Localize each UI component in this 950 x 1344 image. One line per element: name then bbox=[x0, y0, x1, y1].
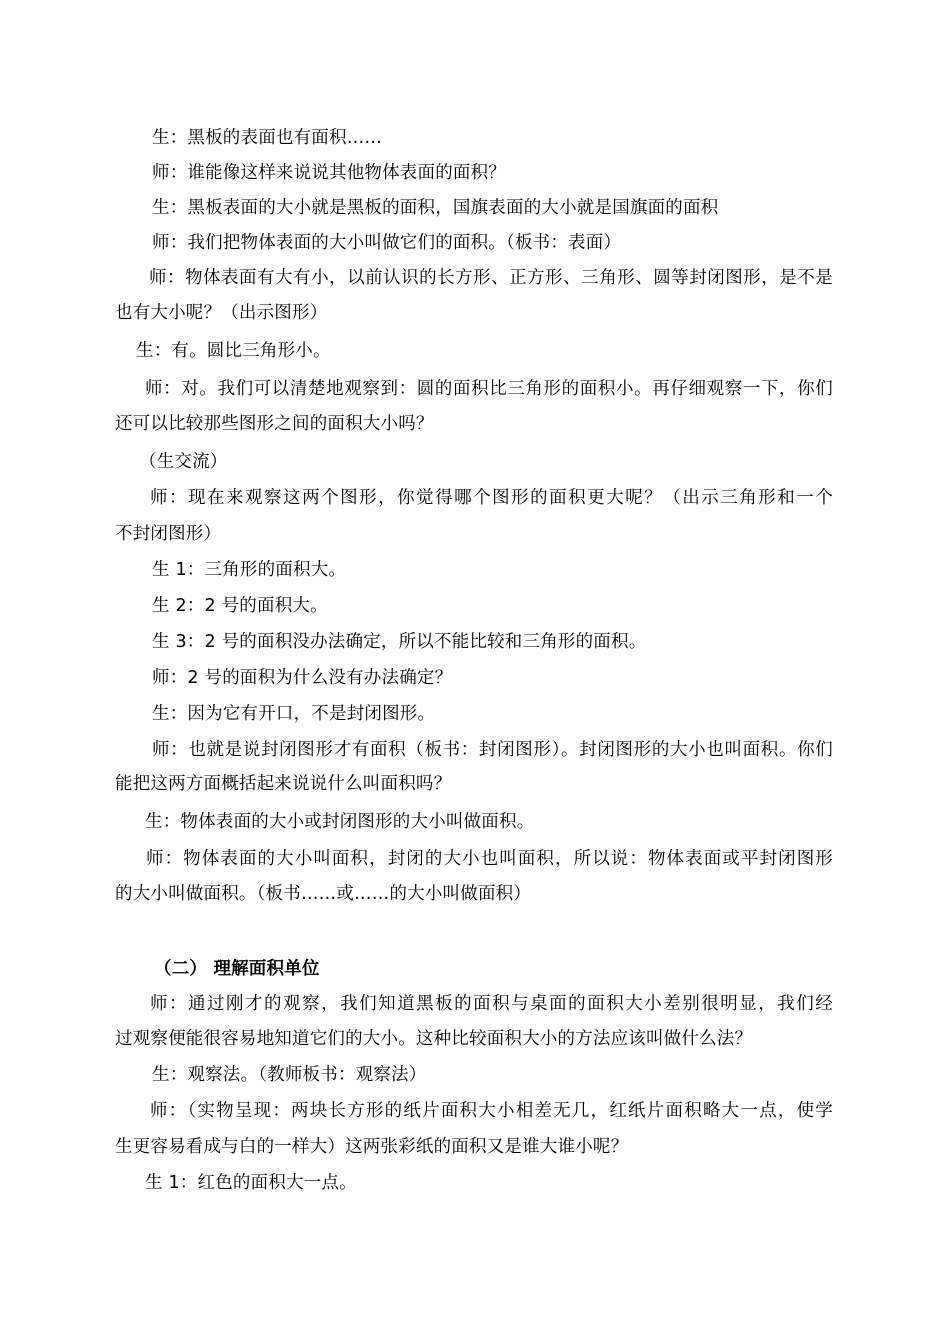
line-23: 师：通过刚才的观察，我们知道黑板的面积与桌面的面积大小差别很明显，我们经 bbox=[150, 994, 833, 1014]
line-10: （生交流） bbox=[139, 452, 228, 472]
line-13: 生 1：三角形的面积大。 bbox=[152, 560, 347, 580]
section-heading: （二） 理解面积单位 bbox=[154, 959, 320, 979]
line-26: 师：（实物呈现：两块长方形的纸片面积大小相差无几，红纸片面积略大一点，使学 bbox=[150, 1101, 833, 1121]
line-15: 生 3：2 号的面积没办法确定，所以不能比较和三角形的面积。 bbox=[152, 632, 647, 652]
line-27: 生更容易看成与白的一样大）这两张彩纸的面积又是谁大谁小呢？ bbox=[115, 1137, 629, 1157]
line-25: 生：观察法。（教师板书：观察法） bbox=[152, 1065, 427, 1085]
line-17: 生：因为它有开口，不是封闭图形。 bbox=[152, 704, 436, 724]
line-18: 师：也就是说封闭图形才有面积（板书：封闭图形）。封闭图形的大小也叫面积。你们 bbox=[152, 740, 833, 760]
line-5: 师：物体表面有大有小，以前认识的长方形、正方形、三角形、圆等封闭图形，是不是 bbox=[149, 268, 833, 288]
line-6: 也有大小呢？（出示图形） bbox=[115, 303, 328, 323]
line-1: 生：黑板的表面也有面积…… bbox=[152, 128, 383, 148]
line-16: 师：2 号的面积为什么没有办法确定？ bbox=[152, 668, 453, 688]
line-20: 生：物体表面的大小或封闭图形的大小叫做面积。 bbox=[145, 812, 535, 832]
line-11: 师：现在来观察这两个图形，你觉得哪个图形的面积更大呢？（出示三角形和一个 bbox=[150, 488, 833, 508]
line-8: 师：对。我们可以清楚地观察到：圆的面积比三角形的面积小。再仔细观察一下，你们 bbox=[145, 379, 833, 399]
line-9: 还可以比较那些图形之间的面积大小吗？ bbox=[115, 414, 434, 434]
line-4: 师：我们把物体表面的大小叫做它们的面积。（板书：表面） bbox=[152, 233, 622, 253]
line-12: 不封闭图形） bbox=[115, 524, 222, 544]
line-2: 师：谁能像这样来说说其他物体表面的面积？ bbox=[152, 163, 506, 183]
line-21: 师：物体表面的大小叫面积，封闭的大小也叫面积，所以说：物体表面或平封闭图形 bbox=[146, 849, 833, 869]
line-19: 能把这两方面概括起来说说什么叫面积吗？ bbox=[115, 774, 452, 794]
line-7: 生：有。圆比三角形小。 bbox=[136, 341, 331, 361]
line-14: 生 2：2 号的面积大。 bbox=[152, 596, 328, 616]
line-28: 生 1：红色的面积大一点。 bbox=[145, 1173, 357, 1193]
line-22: 的大小叫做面积。（板书……或……的大小叫做面积） bbox=[115, 884, 532, 904]
line-24: 过观察便能很容易地知道它们的大小。这种比较面积大小的方法应该叫做什么法？ bbox=[115, 1029, 753, 1049]
line-3: 生：黑板表面的大小就是黑板的面积，国旗表面的大小就是国旗面的面积 bbox=[152, 198, 719, 218]
